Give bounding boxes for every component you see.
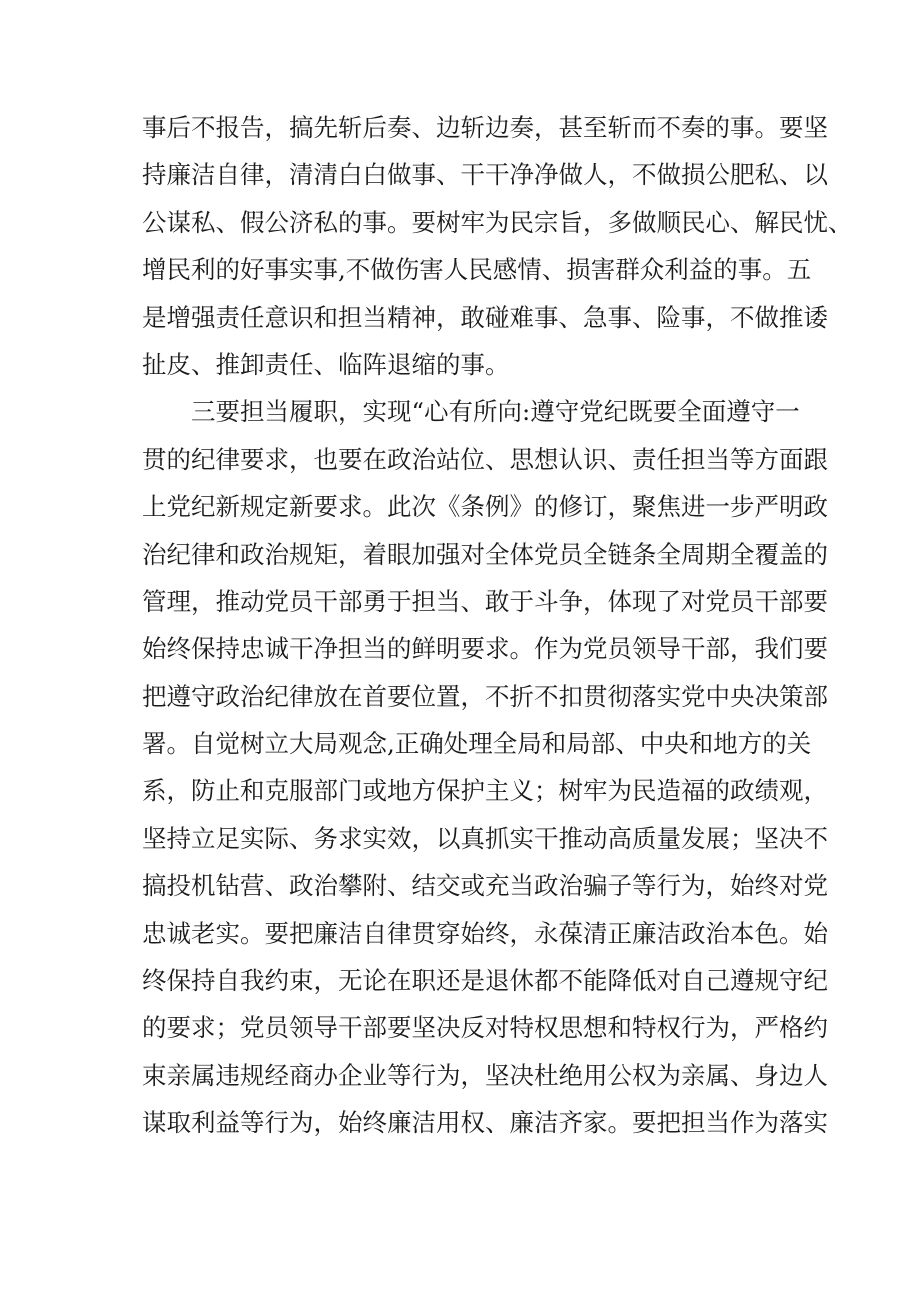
text-line: 三要担当履职，实现“心有所向:遵守党纪既要全面遵守一: [191, 397, 800, 427]
document-body: [142, 104, 853, 1147]
text-line: 终保持自我约束，无论在职还是退休都不能降低对自己遵规守纪: [142, 966, 828, 996]
paragraph-2: [142, 388, 828, 1146]
text-line: 管理，推动党员干部勇于担当、敢于斗争，体现了对党员干部要: [142, 586, 828, 616]
text-line: 事后不报告，搞先斩后奏、边斩边奏，甚至斩而不奏的事。要坚: [142, 113, 828, 142]
paragraph-1: [142, 104, 853, 388]
text-line: 忠诚老实。要把廉洁自律贯穿始终，永葆清正廉洁政治本色。始: [142, 918, 828, 948]
text-line: 系，防止和克服部门或地方保护主义；树牢为民造福的政绩观，: [142, 776, 828, 806]
text-line: 贯的纪律要求，也要在政治站位、思想认识、责任担当等方面跟: [142, 444, 828, 474]
text-line: 始终保持忠诚干净担当的鲜明要求。作为党员领导干部，我们要: [142, 634, 828, 664]
text-line: 是增强责任意识和担当精神，敢碰难事、急事、险事，不做推诿: [142, 302, 828, 332]
text-line: 束亲属违规经商办企业等行为，坚决杜绝用公权为亲属、身边人: [142, 1060, 828, 1090]
text-line: 扯皮、推卸责任、临阵退缩的事。: [142, 349, 510, 379]
text-line: 公谋私、假公济私的事。要树牢为民宗旨，多做顺民心、解民忧、: [142, 207, 853, 237]
text-line: 持廉洁自律，清清白白做事、干干净净做人，不做损公肥私、以: [142, 160, 828, 190]
text-line: 治纪律和政治规矩，着眼加强对全体党员全链条全周期全覆盖的: [142, 539, 828, 569]
text-line: 谋取利益等行为，始终廉洁用权、廉洁齐家。要把担当作为落实: [142, 1108, 828, 1138]
text-line: 搞投机钻营、政治攀附、结交或充当政治骗子等行为，始终对党: [142, 871, 828, 901]
text-line: 增民利的好事实事,不做伤害人民感情、损害群众利益的事。五: [142, 255, 812, 285]
text-line: 把遵守政治纪律放在首要位置，不折不扣贯彻落实党中央决策部: [142, 681, 828, 711]
text-line: 的要求；党员领导干部要坚决反对特权思想和特权行为，严格约: [142, 1013, 828, 1043]
text-line: 坚持立足实际、务求实效，以真抓实干推动高质量发展；坚决不: [142, 823, 828, 853]
text-line: 上党纪新规定新要求。此次《条例》的修订，聚焦进一步严明政: [142, 492, 828, 522]
text-line: 署。自觉树立大局观念,正确处理全局和局部、中央和地方的关: [142, 729, 812, 759]
